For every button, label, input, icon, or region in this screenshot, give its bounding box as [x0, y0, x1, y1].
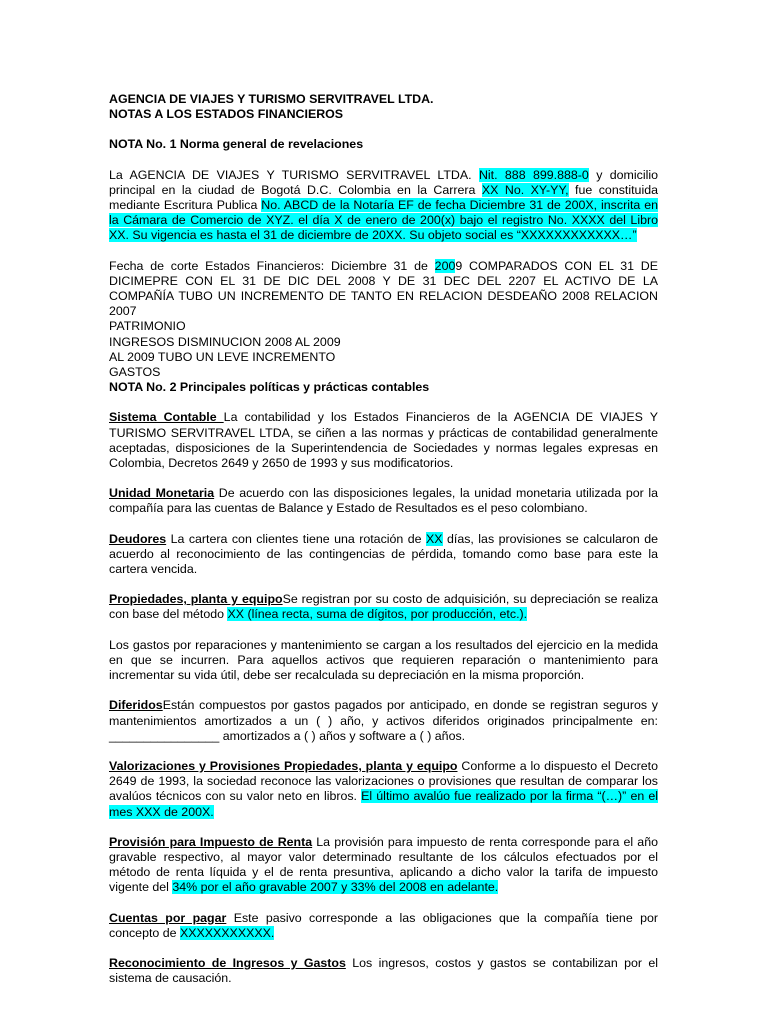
valorizaciones-paragraph: [109, 759, 658, 820]
sistema-contable-paragraph: [109, 410, 658, 471]
text-run: La contabilidad y los Estados Financieros de la AGENCIA DE VIAJES Y TURISMO SERVITRAVEL LTDA, se ciñen a las normas y prácticas de contabilidad generalmente aceptadas, disposiciones de la Superintendencia de Sociedades y normas legales expresas en Colombia, Decretos 2649 y 2650 de 1993 y sus modificatorios.: [109, 410, 658, 471]
deudores-paragraph: [109, 532, 658, 578]
nota1-line-ingresos: INGRESOS DISMINUCION 2008 AL 2009: [109, 334, 341, 349]
nota1-paragraph-cutoff: [109, 259, 658, 320]
company-title: AGENCIA DE VIAJES Y TURISMO SERVITRAVEL LTDA.: [109, 92, 434, 106]
propiedades-term: Propiedades, planta y equipo: [109, 592, 283, 607]
text-run: La cartera con clientes tiene una rotación de: [166, 531, 426, 546]
text-run: días, las provisiones se calcularon de acuerdo al reconocimiento de las contingencias de pérdida, tomando como base para este la cartera vencida.: [109, 531, 658, 577]
text-run: Los ingresos, costos y gastos se contabilizan por el sistema de causación.: [109, 955, 659, 986]
diferidos-term: Diferidos: [109, 698, 163, 713]
nota1-line-patrimonio: PATRIMONIO: [109, 319, 186, 334]
text-run: La provisión para impuesto de renta corresponde para el año gravable respectivo, al mayor valor determinado resultante de los cálculos efectuados por el método de renta líquida y el de renta presuntiva, aplicando a dicho valor la tarifa de impuesto vigente del: [109, 834, 658, 895]
cuentas-por-pagar-term: Cuentas por pagar: [109, 910, 227, 925]
provision-renta-term: Provisión para Impuesto de Renta: [109, 834, 313, 849]
reconocimiento-term: Reconocimiento de Ingresos y Gastos: [109, 955, 346, 970]
unidad-monetaria-term: Unidad Monetaria: [109, 486, 215, 501]
propiedades-paragraph: [109, 592, 658, 622]
text-run: La AGENCIA DE VIAJES Y TURISMO SERVITRAVEL LTDA.: [109, 167, 479, 182]
text-run: fue constituida mediante Escritura Publica: [109, 182, 658, 213]
highlight-rotation-days: XX: [426, 531, 443, 546]
reconocimiento-paragraph: [109, 956, 658, 986]
nota1-heading: NOTA No. 1 Norma general de revelaciones: [109, 137, 364, 152]
nota1-paragraph-company: [109, 168, 658, 244]
text-run: Fecha de corte Estados Financieros: Diciembre 31 de: [109, 258, 435, 273]
text-run: Están compuestos por gastos pagados por anticipado, en donde se registran seguros y mantenimientos amortizados a un ( ) año, y activos diferidos originados principalmente en: ________________ amortizados a ( ) años y software a ( ) años.: [109, 698, 658, 743]
text-run: y domicilio principal en la ciudad de Bogotá D.C. Colombia en la Carrera: [109, 167, 658, 197]
highlight-tax-rate: 34% por el año gravable 2007 y 33% del 2008 en adelante.: [172, 880, 499, 895]
deudores-term: Deudores: [109, 531, 167, 546]
text-run: Conforme a lo dispuesto el Decreto 2649 de 1993, la sociedad reconoce las valorizaciones o provisiones que resultan de comparar los avalúos técnicos con su valor neto en libros.: [109, 758, 658, 804]
sistema-contable-term: Sistema Contable: [109, 410, 224, 425]
highlight-registration: No. ABCD de la Notaría EF de fecha Diciembre 31 de 200X, inscrita en la Cámara de Comercio de XYZ. el día X de enero de 200(x) bajo el registro No. XXXX del Libro XX. Su vigencia es hasta el 31 de diciembre de 20XX. Su objeto social es “XXXXXXXXXXXX…”: [109, 198, 658, 243]
unidad-monetaria-paragraph: [109, 486, 658, 516]
document-subtitle: NOTAS A LOS ESTADOS FINANCIEROS: [109, 107, 344, 122]
text-run: Este pasivo corresponde a las obligaciones que la compañía tiene por concepto de: [109, 910, 658, 940]
highlight-appraisal: El último avalúo fue realizado por la firma “(…)” en el mes XXX de 200X.: [109, 789, 659, 819]
highlight-address: XX No. XY-YY,: [481, 182, 569, 197]
highlight-concept: XXXXXXXXXXX.: [179, 925, 275, 940]
highlight-year: 200: [434, 258, 456, 273]
provision-renta-paragraph: [109, 835, 658, 896]
gastos-reparaciones-paragraph: Los gastos por reparaciones y mantenimiento se cargan a los resultados del ejercicio en la medida en que se incurren. Para aquellos activos que requieren reparación o mantenimiento para incrementar su vida útil, debe ser recalculada su depreciación en la misma proporción.: [109, 637, 658, 683]
valorizaciones-term: Valorizaciones y Provisiones Propiedades, planta y equipo: [109, 758, 458, 773]
diferidos-paragraph: [109, 698, 658, 744]
text-run: Se registran por su costo de adquisición, su depreciación se realiza con base del método: [109, 592, 658, 622]
nota1-line-incremento: AL 2009 TUBO UN LEVE INCREMENTO: [109, 349, 336, 364]
nota2-heading: NOTA No. 2 Principales políticas y prácticas contables: [109, 380, 430, 395]
text-run: De acuerdo con las disposiciones legales, la unidad monetaria utilizada por la compañía para las cuentas de Balance y Estado de Resultados es el peso colombiano.: [109, 486, 658, 516]
highlight-depreciation-method: XX (línea recta, suma de dígitos, por producción, etc.).: [227, 607, 528, 622]
document-page: [109, 92, 658, 986]
cuentas-por-pagar-paragraph: [109, 911, 658, 941]
text-run: 9 COMPARADOS CON EL 31 DE DICIMEPRE CON EL 31 DE DIC DEL 2008 Y DE 31 DEC DEL 2207 EL ACTIVO DE LA COMPAÑÍA TUBO UN INCREMENTO DE TANTO EN RELACION DESDEAÑO 2008 RELACION 2007: [109, 258, 658, 319]
highlight-nit: Nit. 888 899.888-0: [478, 167, 589, 182]
nota1-line-gastos: GASTOS: [109, 365, 161, 380]
